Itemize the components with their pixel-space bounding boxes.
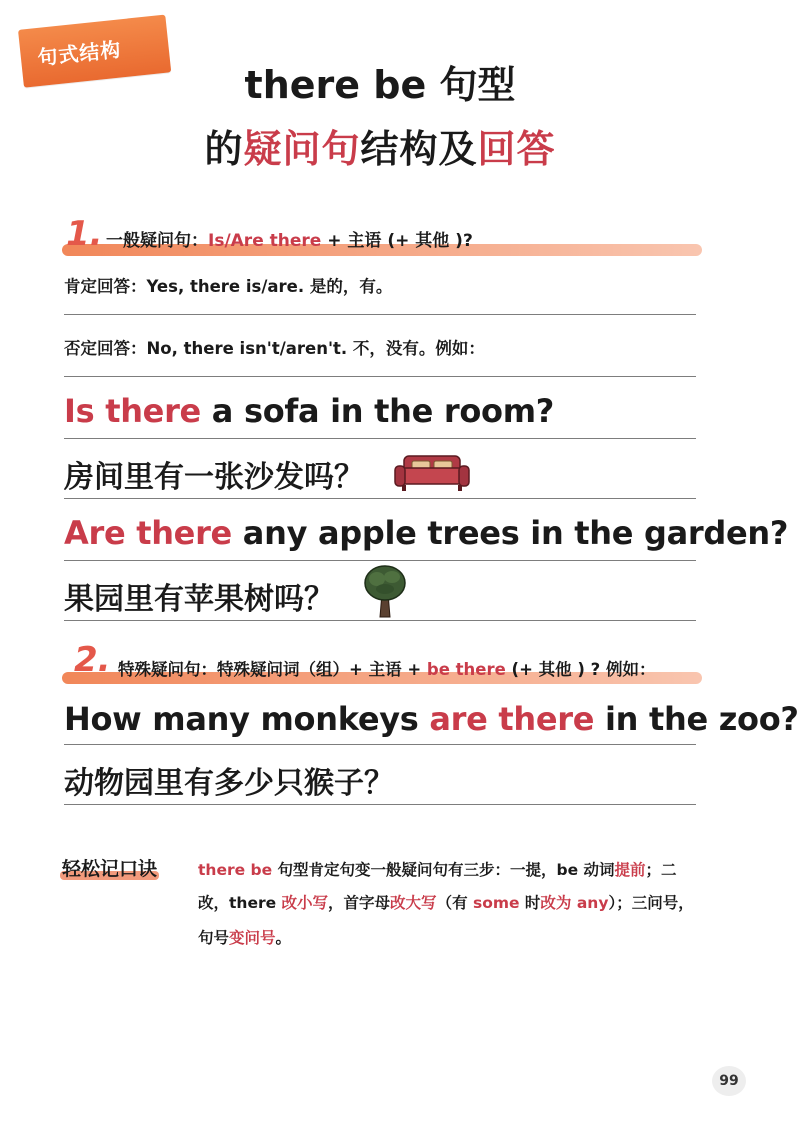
example3-translation: 动物园里有多少只猴子？ (64, 766, 394, 801)
tip-line1 (198, 858, 677, 880)
section-tag-label: 句式结构 (36, 37, 123, 70)
divider-line (64, 438, 696, 439)
tip-text: 。 (275, 929, 292, 947)
sofa-icon (394, 452, 470, 494)
tip-highlight: 改为 (540, 894, 572, 912)
example3-text: How many monkeys (64, 700, 430, 738)
tip-text: 改，there (198, 894, 282, 912)
title-text: 的 (204, 127, 244, 171)
divider-line (64, 376, 696, 377)
page-number: 99 (712, 1066, 746, 1096)
example1-highlight: Is there (64, 392, 201, 430)
tip-text: 时 (519, 894, 541, 912)
negative-answer: 否定回答：No, there isn't/aren't. 不，没有。例如： (64, 339, 485, 358)
example1-sentence (64, 392, 554, 430)
page-title-line2 (0, 118, 760, 173)
tip-line3 (198, 926, 291, 948)
tip-text: （有 (436, 894, 473, 912)
title-highlight: 疑问句 (243, 127, 361, 171)
divider-line (64, 804, 696, 805)
tip-highlight: any (576, 894, 609, 912)
section2-formula-highlight: be there (426, 660, 506, 679)
divider-line (64, 560, 696, 561)
example3-sentence (64, 700, 799, 738)
title-highlight: 回答 (477, 127, 556, 171)
page-title-line1: there be 句型 (244, 63, 516, 107)
section2-heading (118, 656, 656, 680)
divider-line (64, 744, 696, 745)
tip-text: 句号 (198, 929, 230, 947)
example2-text: any apple trees in the garden? (231, 514, 789, 552)
positive-answer: 肯定回答：Yes, there is/are. 是的，有。 (64, 277, 393, 296)
tip-highlight: 变问号 (229, 929, 276, 947)
tip-text: ）；三问号， (608, 894, 694, 912)
section2-number: 2. (74, 640, 111, 680)
tip-label (62, 854, 157, 881)
tip-highlight: 提前 (614, 861, 646, 879)
example2-translation: 果园里有苹果树吗？ (64, 582, 334, 617)
section1-label: 一般疑问句： (106, 231, 208, 251)
tip-highlight: some (472, 894, 520, 912)
section2-formula: 特殊疑问词（组）+ 主语 + (217, 660, 427, 679)
divider-line (64, 620, 696, 621)
example2-highlight: Are there (64, 514, 232, 552)
tip-highlight: there be (198, 861, 273, 879)
divider-line (64, 498, 696, 499)
example2-sentence (64, 514, 788, 552)
example3-highlight: are there (429, 700, 595, 738)
tip-highlight: 改大写 (390, 894, 437, 912)
divider-line (64, 314, 696, 315)
tip-text: ，首字母 (328, 894, 391, 912)
section2-formula: (+ 其他 ) ? 例如： (505, 660, 656, 679)
title-text: 结构及 (360, 127, 478, 171)
tip-line2 (198, 891, 694, 913)
tip-highlight: 改小写 (281, 894, 329, 912)
example3-text: in the zoo? (594, 700, 799, 738)
example1-translation: 房间里有一张沙发吗？ (64, 460, 364, 495)
tip-label-text: 轻松记口诀 (62, 858, 158, 880)
section1-formula: + 主语 (+ 其他 )? (321, 231, 473, 251)
tree-icon (362, 563, 408, 619)
section1-number: 1. (66, 214, 103, 254)
tip-text: ；二 (645, 861, 677, 879)
section1-heading (106, 226, 473, 251)
section1-formula-highlight: Is/Are there (208, 231, 322, 251)
example1-text: a sofa in the room? (200, 392, 555, 430)
tip-text: 句型肯定句变一般疑问句有三步：一提，be 动词 (272, 861, 615, 879)
section2-label: 特殊疑问句： (118, 660, 217, 679)
